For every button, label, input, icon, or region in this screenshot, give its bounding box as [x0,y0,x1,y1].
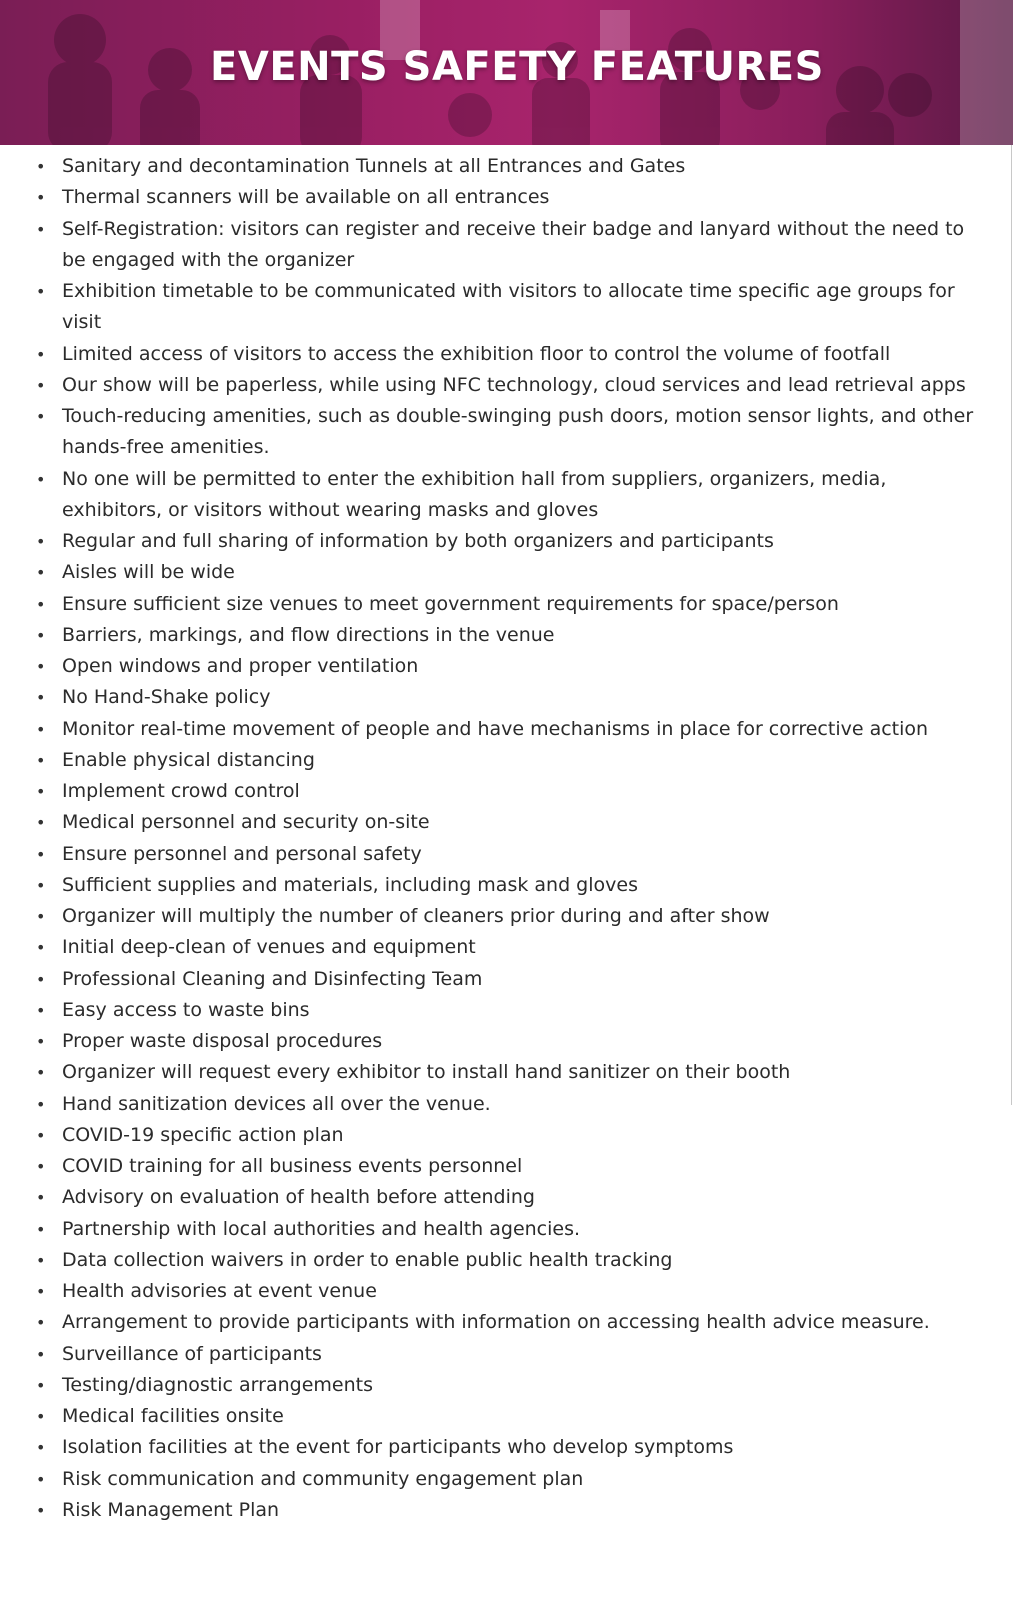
list-item [30,870,990,901]
list-item-text: COVID training for all business events personnel [62,1155,523,1177]
bullet-icon: • [36,969,46,989]
bullet-icon: • [36,407,46,426]
bullet-icon: • [36,532,46,551]
list-item-text: Enable physical distancing [62,748,315,771]
list-item-text: Testing/diagnostic arrangements [62,1373,373,1396]
bullet-icon: • [36,1125,46,1145]
list-item [30,807,990,838]
bullet-icon: • [36,1438,46,1458]
list-item-text: Risk communication and community engagement plan [62,1467,584,1490]
list-item [30,620,990,651]
list-item-text: Proper waste disposal procedures [62,1030,383,1052]
list-item-text: Ensure sufficient size venues to meet government requirements for space/person [62,592,839,615]
list-item-text: Medical personnel and security on-site [62,811,430,834]
header-banner [0,0,1013,145]
list-item [30,1026,990,1057]
list-item [30,401,990,464]
bullet-icon: • [36,563,46,583]
bullet-icon: • [36,750,46,770]
list-item-text: Sanitary and decontamination Tunnels at all Entrances and Gates [62,155,686,177]
list-item [30,839,990,870]
list-item-text: Advisory on evaluation of health before attending [62,1186,535,1209]
list-item [30,151,990,182]
list-item-text: Organizer will multiply the number of cleaners prior during and after show [62,905,770,927]
bullet-icon: • [36,469,46,489]
bullet-icon: • [36,719,46,739]
list-item-text: Barriers, markings, and flow directions in the venue [62,623,555,646]
divider [1011,145,1012,1105]
list-item [30,682,990,713]
list-item-text: Initial deep-clean of venues and equipment [62,936,476,959]
bullet-icon: • [36,594,46,614]
list-item-text: Our show will be paperless, while using NFC technology, cloud services and lead retrieval apps [62,373,966,396]
bullet-icon: • [36,688,46,708]
list-item [30,932,990,963]
list-item [30,964,990,995]
bullet-icon: • [36,344,46,364]
list-item-text: Exhibition timetable to be communicated with visitors to allocate time specific age groups for visit [62,280,955,334]
list-item-text: Thermal scanners will be available on all entrances [62,186,550,209]
list-item [30,901,990,932]
bullet-icon: • [36,1407,46,1426]
list-item [30,1245,990,1276]
list-item [30,1464,990,1495]
bullet-icon: • [36,157,46,176]
list-item-text: Open windows and proper ventilation [62,655,419,677]
list-item-text: Easy access to waste bins [62,998,310,1021]
list-item-text: Regular and full sharing of information by both organizers and participants [62,530,774,552]
list-item [30,651,990,682]
bullet-icon: • [36,1375,46,1395]
list-item [30,1057,990,1088]
list-item-text: Isolation facilities at the event for participants who develop symptoms [62,1436,734,1459]
bullet-icon: • [36,907,46,926]
list-item [30,1339,990,1370]
bullet-icon: • [36,1188,46,1208]
bullet-icon: • [36,1313,46,1333]
list-item-text: Data collection waivers in order to enable public health tracking [62,1248,673,1271]
list-item [30,1151,990,1182]
list-item [30,1307,990,1338]
list-item-text: Touch-reducing amenities, such as double-swinging push doors, motion sensor lights, and other hands-free amenities. [62,405,974,459]
list-item-text: Hand sanitization devices all over the venue. [62,1092,491,1115]
list-item-text: Partnership with local authorities and health agencies. [62,1217,581,1240]
list-item [30,1089,990,1120]
list-item [30,339,990,370]
bullet-icon: • [36,188,46,208]
list-item-text: COVID-19 specific action plan [62,1123,344,1146]
bullet-icon: • [36,1000,46,1020]
list-item [30,214,990,277]
list-item [30,589,990,620]
list-item [30,182,990,213]
list-item [30,1370,990,1401]
list-item-text: Medical facilities onsite [62,1405,284,1427]
bullet-icon: • [36,1063,46,1083]
bullet-icon: • [36,625,46,645]
list-item-text: Organizer will request every exhibitor to install hand sanitizer on their booth [62,1061,791,1084]
list-item-text: No one will be permitted to enter the exhibition hall from suppliers, organizers, media, exhibitors, or visitors without wearing masks and gloves [62,467,887,521]
bullet-icon: • [36,657,46,676]
list-item-text: Health advisories at event venue [62,1280,377,1302]
bullet-icon: • [36,1157,46,1176]
list-item [30,1276,990,1307]
list-item [30,464,990,527]
list-item-text: Self-Registration: visitors can register and receive their badge and lanyard without the need to be engaged with the organizer [62,217,965,271]
list-item [30,370,990,401]
list-item [30,276,990,339]
bullet-icon: • [36,813,46,833]
bullet-icon: • [36,1500,46,1520]
list-item-text: No Hand-Shake policy [62,686,271,709]
list-item [30,714,990,745]
bullet-icon: • [36,1469,46,1489]
bullet-icon: • [36,875,46,895]
list-item-text: Aisles will be wide [62,561,235,584]
list-item-text: Implement crowd control [62,780,300,802]
bullet-icon: • [36,844,46,864]
bullet-icon: • [36,1282,46,1301]
list-item [30,745,990,776]
bullet-icon: • [36,1250,46,1270]
list-item-text: Monitor real-time movement of people and have mechanisms in place for corrective action [62,717,929,740]
list-item-text: Arrangement to provide participants with information on accessing health advice measure. [62,1311,930,1334]
list-item-text: Ensure personnel and personal safety [62,842,422,865]
bullet-icon: • [36,938,46,958]
list-item [30,1401,990,1432]
bullet-icon: • [36,219,46,239]
bullet-icon: • [36,375,46,395]
list-item-text: Professional Cleaning and Disinfecting Team [62,967,483,990]
list-item-text: Sufficient supplies and materials, including mask and gloves [62,873,638,896]
list-item [30,1432,990,1463]
list-item [30,526,990,557]
bullet-icon: • [36,1219,46,1239]
feature-list [30,151,990,1526]
bullet-icon: • [36,1032,46,1051]
list-item [30,776,990,807]
list-item-text: Surveillance of participants [62,1342,322,1365]
list-item [30,1120,990,1151]
list-item [30,1214,990,1245]
bullet-icon: • [36,782,46,801]
list-item-text: Risk Management Plan [62,1498,280,1521]
list-item [30,995,990,1026]
list-item [30,1182,990,1213]
bullet-icon: • [36,1344,46,1364]
list-item [30,1495,990,1526]
list-item-text: Limited access of visitors to access the exhibition floor to control the volume of footfall [62,342,891,365]
bullet-icon: • [36,1094,46,1114]
bullet-icon: • [36,282,46,301]
page-title: EVENTS SAFETY FEATURES [210,44,824,90]
list-item [30,557,990,588]
